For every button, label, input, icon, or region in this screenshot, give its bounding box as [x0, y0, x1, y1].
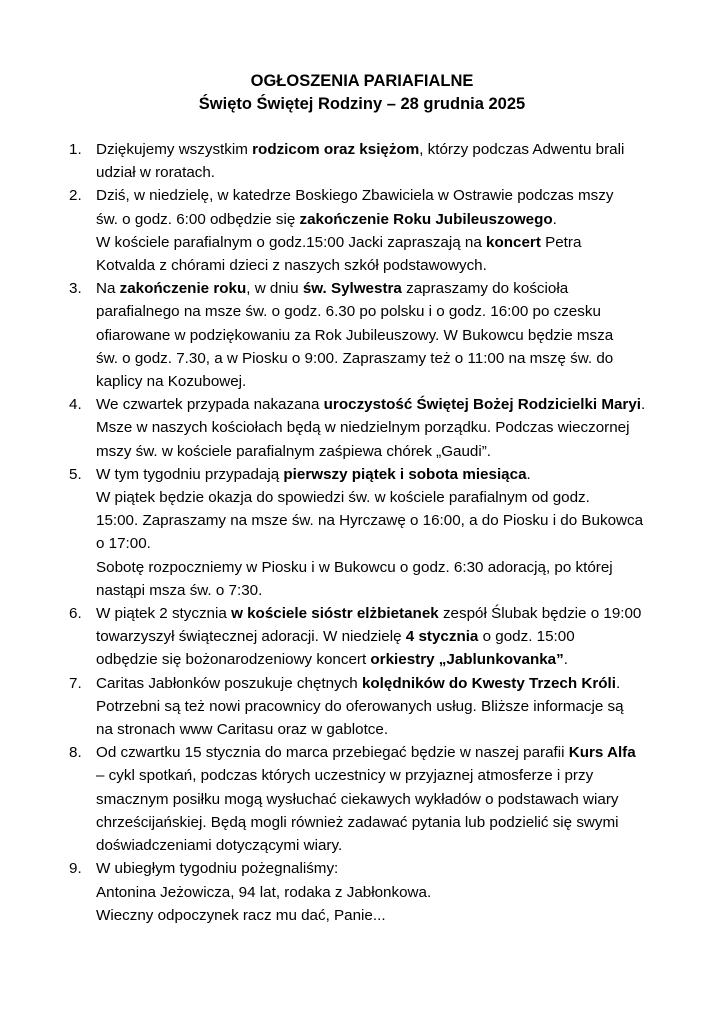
emphasis-text: koncert	[486, 233, 541, 251]
item-number: 1.	[69, 141, 82, 158]
item-line	[96, 138, 642, 161]
body-text: W ubiegłym tygodniu pożegnaliśmy:	[96, 860, 339, 878]
body-text: doświadczeniami dotyczącymi wiary.	[96, 837, 343, 855]
item-line	[96, 277, 642, 300]
body-text: Sobotę rozpoczniemy w Piosku i w Bukowcu o godz. 6:30 adoracją, po której	[96, 558, 613, 576]
body-text: o 17:00.	[96, 535, 151, 553]
item-line	[96, 440, 642, 463]
body-text: .	[563, 651, 568, 669]
body-text: Caritas Jabłonków poszukuje chętnych	[96, 674, 362, 692]
item-line	[96, 672, 642, 695]
body-text: Potrzebni są też nowi pracownicy do oferowanych usług. Bliższe informacje są	[96, 697, 624, 715]
item-line	[96, 579, 642, 602]
body-text: Na	[96, 280, 120, 298]
body-text: o godz. 15:00	[478, 628, 575, 646]
announcement-item	[0, 741, 724, 857]
body-text: smacznym posiłku mogą wysłuchać ciekawych wykładów o podstawach wiary	[96, 790, 619, 808]
emphasis-text: uroczystość Świętej Bożej Rodzicielki Maryi	[323, 396, 642, 414]
body-text: odbędzie się bożonarodzeniowy koncert	[96, 651, 371, 669]
item-line	[96, 556, 642, 579]
body-text: 15:00. Zapraszamy na msze św. na Hyrczawę o 16:00, a do Piosku i do Bukowca	[96, 512, 644, 530]
item-line	[96, 416, 642, 439]
body-text: mszy św. w kościele parafialnym zaśpiewa chórek „Gaudi”.	[96, 442, 492, 460]
body-text: Dziś, w niedzielę, w katedrze Boskiego Zbawiciela w Ostrawie podczas mszy	[96, 187, 614, 205]
body-text: Dziękujemy wszystkim	[96, 141, 253, 158]
item-number: 7.	[69, 674, 82, 692]
item-line	[96, 463, 642, 486]
emphasis-text: w kościele sióstr elżbietanek	[231, 605, 439, 623]
announcement-item	[0, 393, 724, 463]
announcement-item	[0, 184, 724, 277]
announcement-item	[0, 602, 724, 672]
item-line	[96, 486, 642, 509]
body-text: św. o godz. 7.30, a w Piosku o 9:00. Zapraszamy też o 11:00 na mszę św. do	[96, 349, 614, 367]
body-text: W piątek 2 stycznia	[96, 605, 232, 623]
body-text: .	[615, 674, 621, 692]
item-number: 2.	[69, 187, 82, 205]
item-line	[96, 718, 642, 741]
emphasis-text: rodzicom oraz księżom	[252, 141, 420, 158]
body-text: .	[526, 465, 531, 483]
announcement-item	[0, 277, 724, 393]
body-text: nastąpi msza św. o 7:30.	[96, 581, 263, 599]
item-line	[96, 208, 642, 231]
item-line	[96, 904, 642, 927]
emphasis-text: zakończenie roku	[119, 280, 247, 298]
body-text: W kościele parafialnym o godz.15:00 Jacki zapraszają na	[96, 233, 487, 251]
body-text: ofiarowane w podziękowaniu za Rok Jubileuszowy. W Bukowcu będzie msza	[96, 326, 614, 344]
body-text: W piątek będzie okazja do spowiedzi św. w kościele parafialnym od godz.	[96, 489, 590, 507]
page-title: OGŁOSZENIA PARIAFIALNE	[250, 72, 474, 90]
item-line	[96, 300, 642, 323]
body-text: udział w roratach.	[96, 164, 216, 182]
emphasis-text: pierwszy piątek i sobota miesiąca	[283, 465, 527, 483]
item-line	[96, 509, 642, 532]
item-line	[96, 254, 642, 277]
body-text: zespół Ślubak będzie o 19:00	[438, 605, 642, 623]
body-text: W tym tygodniu przypadają	[96, 465, 284, 483]
body-text: parafialnego na msze św. o godz. 6.30 po polsku i o godz. 16:00 po czesku	[96, 303, 601, 321]
body-text: Msze w naszych kościołach będą w niedzielnym porządku. Podczas wieczornej	[96, 419, 630, 437]
item-line	[96, 324, 642, 347]
emphasis-text: Kurs Alfa	[568, 744, 636, 762]
page-subtitle: Święto Świętej Rodziny – 28 grudnia 2025	[198, 95, 526, 113]
item-line	[96, 811, 642, 834]
announcement-item	[0, 463, 724, 602]
emphasis-text: zakończenie Roku Jubileuszowego	[299, 210, 553, 228]
body-text: .	[641, 396, 646, 414]
body-text: Antonina Jeżowicza, 94 lat, rodaka z Jabłonkowa.	[96, 883, 432, 901]
item-number: 3.	[69, 280, 82, 298]
item-line	[96, 881, 642, 904]
body-text: zapraszamy do kościoła	[401, 280, 569, 298]
body-text: – cykl spotkań, podczas których uczestnicy w przyjaznej atmosferze i przy	[96, 767, 594, 785]
announcement-list	[0, 138, 724, 927]
body-text: Od czwartku 15 stycznia do marca przebiegać będzie w naszej parafii	[96, 744, 569, 762]
item-number: 4.	[69, 396, 82, 414]
item-number: 6.	[69, 605, 82, 623]
body-text: na stronach www Caritasu oraz w gablotce.	[96, 721, 389, 739]
body-text: św. o godz. 6:00 odbędzie się	[96, 210, 300, 228]
announcement-item	[0, 138, 724, 184]
announcement-item	[0, 672, 724, 742]
item-line	[96, 184, 642, 207]
item-line	[96, 741, 642, 764]
item-line	[96, 602, 642, 625]
body-text: kaplicy na Kozubowej.	[96, 373, 247, 391]
item-number: 5.	[69, 465, 82, 483]
emphasis-text: orkiestry „Jablunkovanka”	[370, 651, 564, 669]
item-line	[96, 532, 642, 555]
item-line	[96, 695, 642, 718]
item-line	[96, 834, 642, 857]
item-line	[96, 857, 642, 880]
body-text: Petra	[540, 233, 582, 251]
item-line	[96, 347, 642, 370]
item-line	[96, 788, 642, 811]
item-number: 8.	[69, 744, 82, 762]
emphasis-text: św. Sylwestra	[302, 280, 402, 298]
body-text: .	[552, 210, 557, 228]
body-text: Wieczny odpoczynek racz mu dać, Panie...	[96, 906, 386, 924]
emphasis-text: kolędników do Kwesty Trzech Króli	[361, 674, 616, 692]
announcement-item	[0, 857, 724, 927]
body-text: , w dniu	[246, 280, 303, 298]
body-text: towarzyszył świątecznej adoracji. W niedzielę	[96, 628, 406, 646]
emphasis-text: 4 stycznia	[405, 628, 479, 646]
item-line	[96, 161, 642, 184]
item-line	[96, 625, 642, 648]
item-line	[96, 231, 642, 254]
item-line	[96, 764, 642, 787]
body-text: We czwartek przypada nakazana	[96, 396, 324, 414]
body-text: chrześcijańskiej. Będą mogli również zadawać pytania lub podzielić się swymi	[96, 813, 619, 831]
item-line	[96, 370, 642, 393]
item-line	[96, 393, 646, 416]
item-number: 9.	[69, 860, 82, 878]
body-text: , którzy podczas Adwentu brali	[419, 141, 625, 158]
item-line	[96, 648, 642, 671]
body-text: Kotvalda z chórami dzieci z naszych szkół podstawowych.	[96, 257, 487, 275]
